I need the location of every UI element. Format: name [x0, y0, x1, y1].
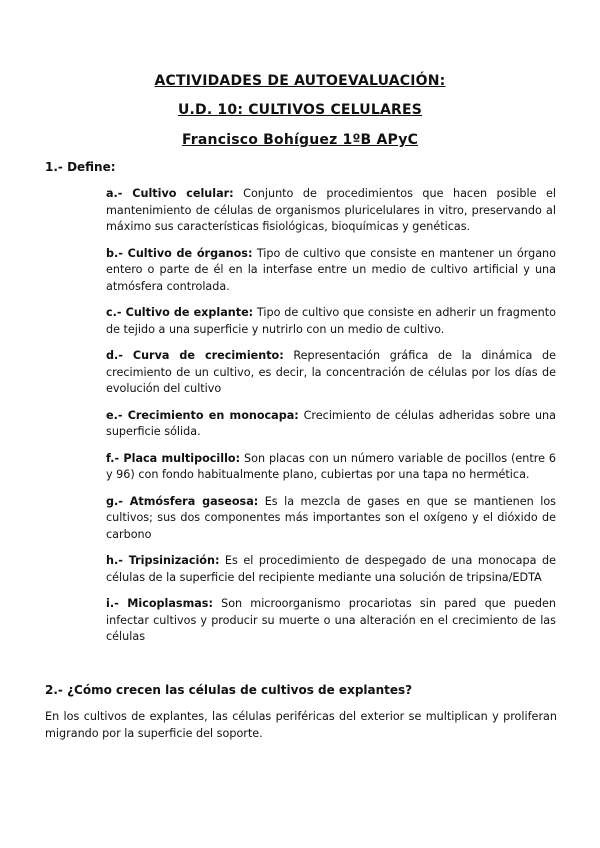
definition-text: Son placas con un número variable de pocillos (entre 6 y 96) con fondo habitualmente plano, cubiertas por una tapa no hermética. [106, 451, 556, 481]
question-1-heading: 1.- Define: [45, 160, 116, 174]
definition-term: a.- Cultivo celular: [106, 187, 234, 200]
unit-title: U.D. 10: CULTIVOS CELULARES [177, 102, 423, 118]
definition-text: Son microorganismo procariotas sin pared que pueden infectar cultivos y producir su muerte o una alteración en el crecimiento de las células [106, 597, 556, 643]
definition-item [106, 186, 556, 236]
definition-text: Tipo de cultivo que consiste en adherir un fragmento de tejido a una superficie y nutrirlo con un medio de cultivo. [106, 306, 557, 336]
definition-item [106, 408, 556, 441]
definition-term: h.- Tripsinización: [106, 554, 220, 567]
question-2-heading: 2.- ¿Cómo crecen las células de cultivos de explantes? [45, 683, 413, 697]
definition-item [106, 451, 556, 484]
author-line: Francisco Bohíguez 1ºB APyC [181, 132, 419, 148]
definition-text: Representación gráfica de la dinámica de crecimiento de un cultivo, es decir, la concentración de células por los días de evolución del cultivo [106, 349, 556, 395]
definition-item [106, 494, 556, 544]
definition-text: Conjunto de procedimientos que hacen posible el mantenimiento de células de organismos pluricelulares in vitro, preservando al máximo sus características fisiológicas, bioquímicas y genéticas. [106, 187, 556, 233]
definition-text: Crecimiento de células adheridas sobre una superficie sólida. [106, 408, 556, 438]
definition-term: d.- Curva de crecimiento: [106, 349, 284, 362]
definition-term: i.- Micoplasmas: [106, 597, 213, 610]
definition-item [106, 246, 556, 296]
definition-term: e.- Crecimiento en monocapa: [106, 408, 299, 422]
definition-item [106, 305, 556, 338]
definition-term: c.- Cultivo de explante: [106, 306, 254, 319]
definition-term: g.- Atmósfera gaseosa: [106, 494, 259, 508]
definition-item [106, 553, 556, 586]
definition-item [106, 348, 556, 398]
document-title: ACTIVIDADES DE AUTOEVALUACIÓN: [154, 73, 446, 89]
definition-text: Es la mezcla de gases en que se mantienen los cultivos; sus dos componentes más importantes son el oxígeno y el dióxido de carbono [106, 494, 556, 541]
question-2-answer: En los cultivos de explantes, las células periféricas del exterior se multiplican y proliferan migrando por la superficie del soporte. [45, 710, 557, 740]
definition-text: Es el procedimiento de despegado de una monocapa de células de la superficie del recipiente mediante una solución de tripsina/EDTA [106, 554, 556, 584]
definitions-list [106, 186, 556, 656]
definition-text: Tipo de cultivo que consiste en mantener un órgano entero o parte de él en la interfase entre un medio de cultivo artificial y una atmósfera controlada. [106, 246, 556, 293]
definition-item [106, 596, 556, 646]
definition-term: b.- Cultivo de órganos: [106, 246, 253, 260]
definition-term: f.- Placa multipocillo: [106, 451, 241, 465]
